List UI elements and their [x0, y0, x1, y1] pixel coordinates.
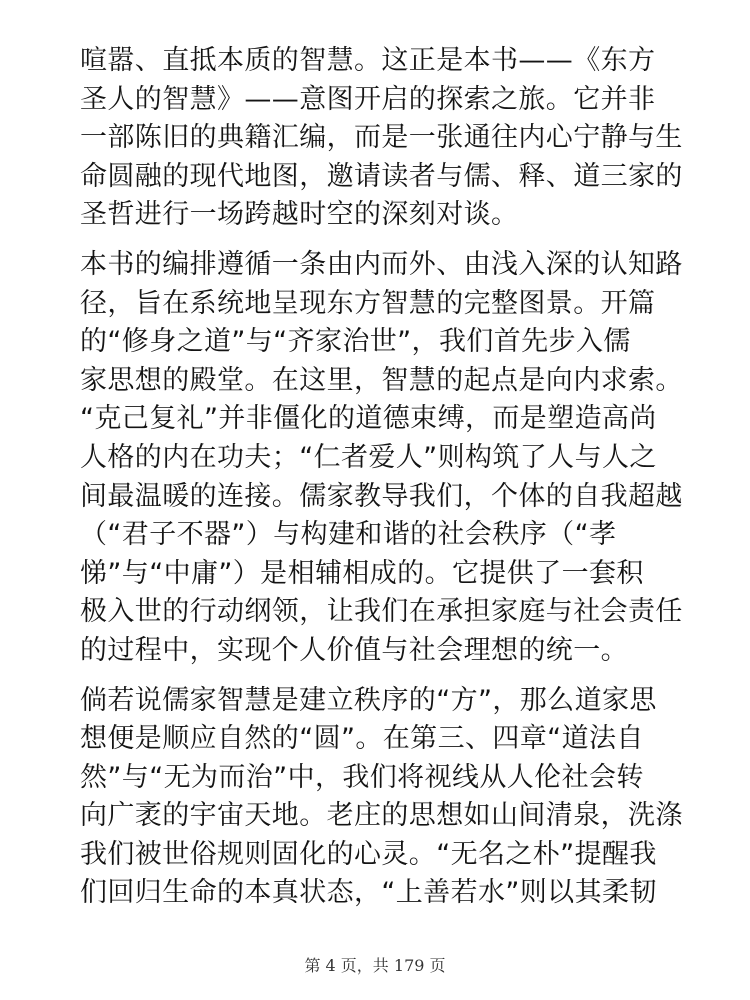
text-line: 喧嚣、直抵本质的智慧。这正是本书——《东方 — [80, 45, 656, 76]
text-line: 本书的编排遵循一条由内而外、由浅入深的认知路 — [80, 248, 683, 280]
text-line: “克己复礼”并非僵化的道德束缚，而是塑造高尚 — [80, 403, 657, 435]
body-text — [80, 42, 683, 913]
paragraph-spacer — [80, 235, 670, 246]
text-line: 人格的内在功夫；“仁者爱人”则构筑了人与人之 — [80, 441, 657, 473]
text-line: （“君子不器”）与构建和谐的社会秩序（“孝 — [80, 519, 617, 551]
text-line: 极入世的行动纲领，让我们在承担家庭与社会责任 — [80, 596, 683, 628]
paragraph-spacer — [80, 671, 670, 682]
text-line: 的过程中，实现个人价值与社会理想的统一。 — [80, 634, 628, 666]
text-line: 倘若说儒家智慧是建立秩序的“方”，那么道家思 — [80, 684, 657, 716]
text-line: 的“修身之道”与“齐家治世”，我们首先步入儒 — [80, 326, 631, 358]
paragraph — [80, 42, 683, 235]
text-line: 想便是顺应自然的“圆”。在第三、四章“道法自 — [80, 723, 644, 755]
text-line: 然”与“无为而治”中，我们将视线从人伦社会转 — [80, 761, 644, 793]
text-line: 悌”与“中庸”）是相辅相成的。它提供了一套积 — [80, 557, 644, 589]
text-line: 圣人的智慧》——意图开启的探索之旅。它并非 — [80, 83, 656, 115]
text-line: 圣哲进行一场跨越时空的深刻对谈。 — [80, 199, 519, 231]
paragraph — [80, 682, 683, 914]
text-line: 径，旨在系统地呈现东方智慧的完整图景。开篇 — [80, 287, 656, 319]
text-line: 家思想的殿堂。在这里，智慧的起点是向内求索。 — [80, 364, 683, 396]
text-line: 向广袤的宇宙天地。老庄的思想如山间清泉，洗涤 — [80, 800, 683, 832]
paragraph — [80, 246, 683, 671]
text-line: 命圆融的现代地图，邀请读者与儒、释、道三家的 — [80, 160, 683, 192]
text-line: 间最温暖的连接。儒家教导我们，个体的自我超越 — [80, 480, 683, 512]
text-line: 我们被世俗规则固化的心灵。“无名之朴”提醒我 — [80, 838, 657, 870]
text-line: 们回归生命的本真状态，“上善若水”则以其柔韧 — [80, 877, 657, 909]
page-number-footer: 第 4 页，共 179 页 — [304, 956, 446, 975]
text-line: 一部陈旧的典籍汇编，而是一张通往内心宁静与生 — [80, 122, 683, 154]
